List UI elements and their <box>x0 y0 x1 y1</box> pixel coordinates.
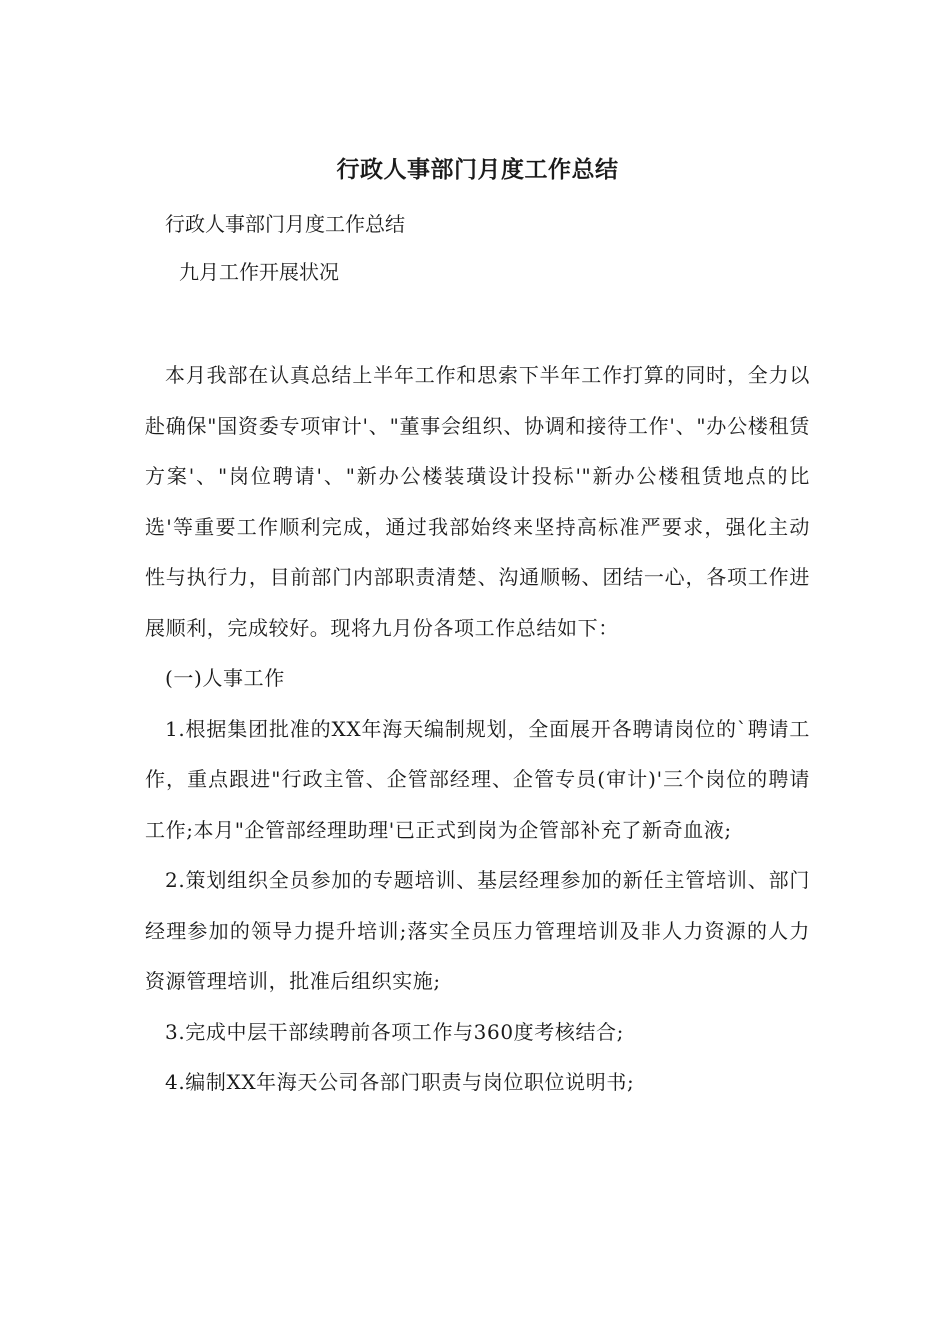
list-item-2: 2.策划组织全员参加的专题培训、基层经理参加的新任主管培训、部门经理参加的领导力提升培训;落实全员压力管理培训及非人力资源的人力资源管理培训，批准后组织实施; <box>145 868 810 993</box>
document-title: 行政人事部门月度工作总结 <box>336 156 619 183</box>
list-item-4: 4.编制XX年海天公司各部门职责与岗位职位说明书; <box>165 1070 635 1094</box>
document-page <box>145 0 810 1344</box>
intro-paragraph: 本月我部在认真总结上半年工作和思索下半年工作打算的同时，全力以赴确保"国资委专项审计'、"董事会组织、协调和接待工作'、"办公楼租赁方案'、"岗位聘请'、"新办公楼装璜设计投标'"新办公楼租赁地点的比选'等重要工作顺利完成，通过我部始终来坚持高标准严要求，强化主动性与执行力，目前部门内部职责清楚、沟通顺畅、团结一心，各项工作进展顺利，完成较好。现将九月份各项工作总结如下： <box>145 363 810 640</box>
section-heading: 九月工作开展状况 <box>179 260 339 284</box>
list-item-1: 1.根据集团批准的XX年海天编制规划，全面展开各聘请岗位的`聘请工作，重点跟进"行政主管、企管部经理、企管专员(审计)'三个岗位的聘请工作;本月"企管部经理助理'已正式到岗为企管部补充了新奇血液; <box>145 716 810 842</box>
subsection-heading-personnel: (一)人事工作 <box>165 666 285 690</box>
document-body <box>145 350 810 1108</box>
list-item-3: 3.完成中层干部续聘前各项工作与360度考核结合; <box>165 1019 624 1044</box>
document-subtitle: 行政人事部门月度工作总结 <box>165 212 405 236</box>
